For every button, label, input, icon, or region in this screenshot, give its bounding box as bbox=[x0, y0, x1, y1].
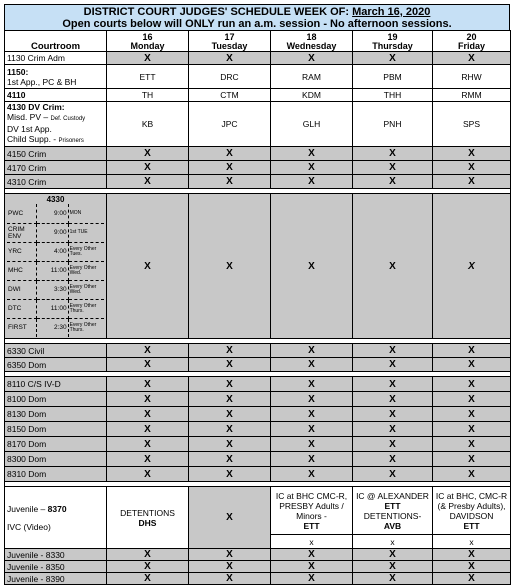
judge-initials: DRC bbox=[189, 65, 271, 89]
closed-mark: X bbox=[271, 344, 353, 358]
row-label: 6330 Civil bbox=[5, 344, 107, 358]
row-label: 1130 Crim Adm bbox=[5, 52, 107, 65]
open-mark: x bbox=[353, 535, 433, 549]
closed-mark: X bbox=[271, 377, 353, 392]
closed-mark: X bbox=[353, 358, 433, 372]
judge-initials: PNH bbox=[353, 102, 433, 147]
table-row bbox=[5, 422, 511, 437]
closed-mark: X bbox=[433, 194, 511, 339]
closed-mark: X bbox=[433, 407, 511, 422]
judge-initials: KDM bbox=[271, 89, 353, 102]
closed-mark: X bbox=[107, 437, 189, 452]
session-subtable: PWC 9:00 MON CRIM ENV 9:00 1st TUE YRC 4:00 Every Other Tues. MHC 11:00 Every Other Wed. DWI 3:30 Every Other Wed. DTC 11:00 Every Other Thurs. FIRST 2:30 Every Other Thurs. bbox=[7, 204, 104, 337]
closed-mark: X bbox=[271, 549, 353, 561]
row-label: 1150: 1st App., PC & BH bbox=[5, 65, 107, 89]
closed-mark: X bbox=[433, 344, 511, 358]
row-label: Juvenile - 8390 bbox=[5, 573, 107, 585]
closed-mark: X bbox=[271, 194, 353, 339]
row-label: Juvenile – 8370 IVC (Video) bbox=[5, 487, 107, 549]
closed-mark: X bbox=[353, 437, 433, 452]
closed-mark: X bbox=[107, 161, 189, 175]
judge-initials: KB bbox=[107, 102, 189, 147]
day-header-friday: 20 Friday bbox=[433, 31, 511, 52]
closed-mark: X bbox=[353, 377, 433, 392]
closed-mark: X bbox=[271, 422, 353, 437]
table-row bbox=[5, 437, 511, 452]
closed-mark: X bbox=[107, 344, 189, 358]
closed-mark: X bbox=[189, 467, 271, 482]
closed-mark: X bbox=[433, 175, 511, 189]
closed-mark: X bbox=[107, 52, 189, 65]
closed-mark: X bbox=[433, 452, 511, 467]
row-label: 8300 Dom bbox=[5, 452, 107, 467]
row-label: 8170 Dom bbox=[5, 437, 107, 452]
courtroom-header: Courtroom bbox=[5, 31, 107, 52]
table-row bbox=[5, 147, 511, 161]
closed-mark: X bbox=[433, 549, 511, 561]
closed-mark: X bbox=[271, 392, 353, 407]
row-label-4330: 4330 PWC 9:00 MON CRIM ENV 9:00 1st TUE YRC 4:00 Every Other Tues. MHC 11:00 Every Other Wed. DWI 3:30 Every Other Wed. DTC 11:00 Every Other Thurs. FIRST 2:30 Every Other Thurs. bbox=[5, 194, 107, 339]
closed-mark: X bbox=[433, 147, 511, 161]
week-date: March 16, 2020 bbox=[352, 6, 431, 18]
table-row bbox=[5, 467, 511, 482]
row-label: 8110 C/S IV-D bbox=[5, 377, 107, 392]
header-title: DISTRICT COURT JUDGES' SCHEDULE WEEK OF: March 16, 2020 bbox=[83, 6, 431, 18]
row-label: 4130 DV Crim: Misd. PV – Def. Custody DV 1st App. Child Supp. - Prisoners bbox=[5, 102, 107, 147]
row-label: Juvenile - 8350 bbox=[5, 561, 107, 573]
ic-thursday: IC @ ALEXANDER ETT DETENTIONS- AVB bbox=[353, 487, 433, 535]
closed-mark: X bbox=[107, 377, 189, 392]
closed-mark: X bbox=[107, 175, 189, 189]
closed-mark: X bbox=[271, 561, 353, 573]
closed-mark: X bbox=[271, 437, 353, 452]
row-label: 6350 Dom bbox=[5, 358, 107, 372]
closed-mark: X bbox=[433, 422, 511, 437]
juvenile-8370-row bbox=[5, 487, 511, 535]
closed-mark: X bbox=[353, 467, 433, 482]
closed-mark: X bbox=[271, 161, 353, 175]
closed-mark: X bbox=[353, 161, 433, 175]
table-row bbox=[5, 102, 511, 147]
table-row bbox=[5, 561, 511, 573]
closed-mark: X bbox=[107, 467, 189, 482]
closed-mark: X bbox=[107, 573, 189, 585]
row-label: 8150 Dom bbox=[5, 422, 107, 437]
row-label: 8310 Dom bbox=[5, 467, 107, 482]
judge-initials: RHW bbox=[433, 65, 511, 89]
closed-mark: X bbox=[189, 358, 271, 372]
closed-mark: X bbox=[107, 407, 189, 422]
closed-mark: X bbox=[353, 573, 433, 585]
closed-mark: X bbox=[107, 392, 189, 407]
judge-initials: ETT bbox=[107, 65, 189, 89]
closed-mark: X bbox=[353, 344, 433, 358]
closed-mark: X bbox=[353, 452, 433, 467]
closed-mark: X bbox=[271, 175, 353, 189]
closed-mark: X bbox=[433, 161, 511, 175]
closed-mark: X bbox=[353, 549, 433, 561]
closed-mark: X bbox=[189, 52, 271, 65]
closed-mark: X bbox=[353, 422, 433, 437]
table-row bbox=[5, 344, 511, 358]
closed-mark: X bbox=[107, 194, 189, 339]
row-label: 4110 bbox=[5, 89, 107, 102]
ic-wednesday: IC at BHC CMC-R, PRESBY Adults / Minors - ETT bbox=[271, 487, 353, 535]
closed-mark: X bbox=[353, 407, 433, 422]
row-label: 8100 Dom bbox=[5, 392, 107, 407]
closed-mark: X bbox=[189, 561, 271, 573]
judge-initials: RMM bbox=[433, 89, 511, 102]
closed-mark: X bbox=[107, 422, 189, 437]
closed-mark: X bbox=[107, 358, 189, 372]
closed-mark: X bbox=[433, 377, 511, 392]
judge-initials: CTM bbox=[189, 89, 271, 102]
closed-mark: X bbox=[107, 452, 189, 467]
closed-mark: X bbox=[433, 392, 511, 407]
detentions-monday: DETENTIONS DHS bbox=[107, 487, 189, 549]
closed-mark: X bbox=[353, 175, 433, 189]
closed-mark: X bbox=[433, 561, 511, 573]
closed-mark: X bbox=[433, 437, 511, 452]
table-row bbox=[5, 194, 511, 339]
closed-mark: X bbox=[271, 147, 353, 161]
table-row bbox=[5, 407, 511, 422]
table-row bbox=[5, 377, 511, 392]
closed-mark: X bbox=[353, 561, 433, 573]
judge-initials: GLH bbox=[271, 102, 353, 147]
closed-mark: X bbox=[107, 549, 189, 561]
closed-mark: X bbox=[189, 549, 271, 561]
closed-mark: X bbox=[189, 392, 271, 407]
open-mark: x bbox=[271, 535, 353, 549]
closed-mark: X bbox=[189, 407, 271, 422]
table-row bbox=[5, 392, 511, 407]
row-label: 8130 Dom bbox=[5, 407, 107, 422]
judge-initials: JPC bbox=[189, 102, 271, 147]
schedule-header bbox=[4, 4, 510, 30]
closed-mark: X bbox=[271, 358, 353, 372]
day-header-tuesday: 17 Tuesday bbox=[189, 31, 271, 52]
table-row bbox=[5, 549, 511, 561]
closed-mark: X bbox=[353, 194, 433, 339]
closed-mark: X bbox=[189, 344, 271, 358]
closed-mark: X bbox=[189, 161, 271, 175]
closed-mark: X bbox=[433, 467, 511, 482]
judge-initials: SPS bbox=[433, 102, 511, 147]
closed-mark: X bbox=[189, 487, 271, 549]
row-label: 4170 Crim bbox=[5, 161, 107, 175]
table-row bbox=[5, 175, 511, 189]
judge-initials: RAM bbox=[271, 65, 353, 89]
closed-mark: X bbox=[433, 573, 511, 585]
closed-mark: X bbox=[189, 377, 271, 392]
closed-mark: X bbox=[189, 573, 271, 585]
day-header-wednesday: 18 Wednesday bbox=[271, 31, 353, 52]
day-header-monday: 16 Monday bbox=[107, 31, 189, 52]
table-row bbox=[5, 52, 511, 65]
closed-mark: X bbox=[189, 452, 271, 467]
table-row bbox=[5, 89, 511, 102]
header-notice: Open courts below will ONLY run an a.m. session - No afternoon sessions. bbox=[62, 18, 452, 30]
table-row bbox=[5, 573, 511, 585]
table-row bbox=[5, 65, 511, 89]
judge-initials: TH bbox=[107, 89, 189, 102]
closed-mark: X bbox=[189, 147, 271, 161]
closed-mark: X bbox=[353, 147, 433, 161]
open-mark: x bbox=[433, 535, 511, 549]
closed-mark: X bbox=[189, 175, 271, 189]
closed-mark: X bbox=[271, 52, 353, 65]
column-header-row bbox=[5, 31, 511, 52]
closed-mark: X bbox=[353, 392, 433, 407]
closed-mark: X bbox=[107, 147, 189, 161]
closed-mark: X bbox=[271, 452, 353, 467]
judge-initials: PBM bbox=[353, 65, 433, 89]
table-row bbox=[5, 161, 511, 175]
table-row bbox=[5, 358, 511, 372]
closed-mark: X bbox=[271, 407, 353, 422]
closed-mark: X bbox=[353, 52, 433, 65]
table-row bbox=[5, 452, 511, 467]
schedule-table bbox=[4, 30, 511, 585]
schedule-page bbox=[4, 4, 510, 584]
day-header-thursday: 19 Thursday bbox=[353, 31, 433, 52]
ic-friday: IC at BHC, CMC-R (& Presby Adults), DAVIDSON ETT bbox=[433, 487, 511, 535]
closed-mark: X bbox=[433, 358, 511, 372]
closed-mark: X bbox=[189, 422, 271, 437]
closed-mark: X bbox=[433, 52, 511, 65]
closed-mark: X bbox=[189, 194, 271, 339]
closed-mark: X bbox=[107, 561, 189, 573]
row-label: 4310 Crim bbox=[5, 175, 107, 189]
judge-initials: THH bbox=[353, 89, 433, 102]
row-label: 4150 Crim bbox=[5, 147, 107, 161]
closed-mark: X bbox=[189, 437, 271, 452]
row-label: Juvenile - 8330 bbox=[5, 549, 107, 561]
closed-mark: X bbox=[271, 467, 353, 482]
closed-mark: X bbox=[271, 573, 353, 585]
